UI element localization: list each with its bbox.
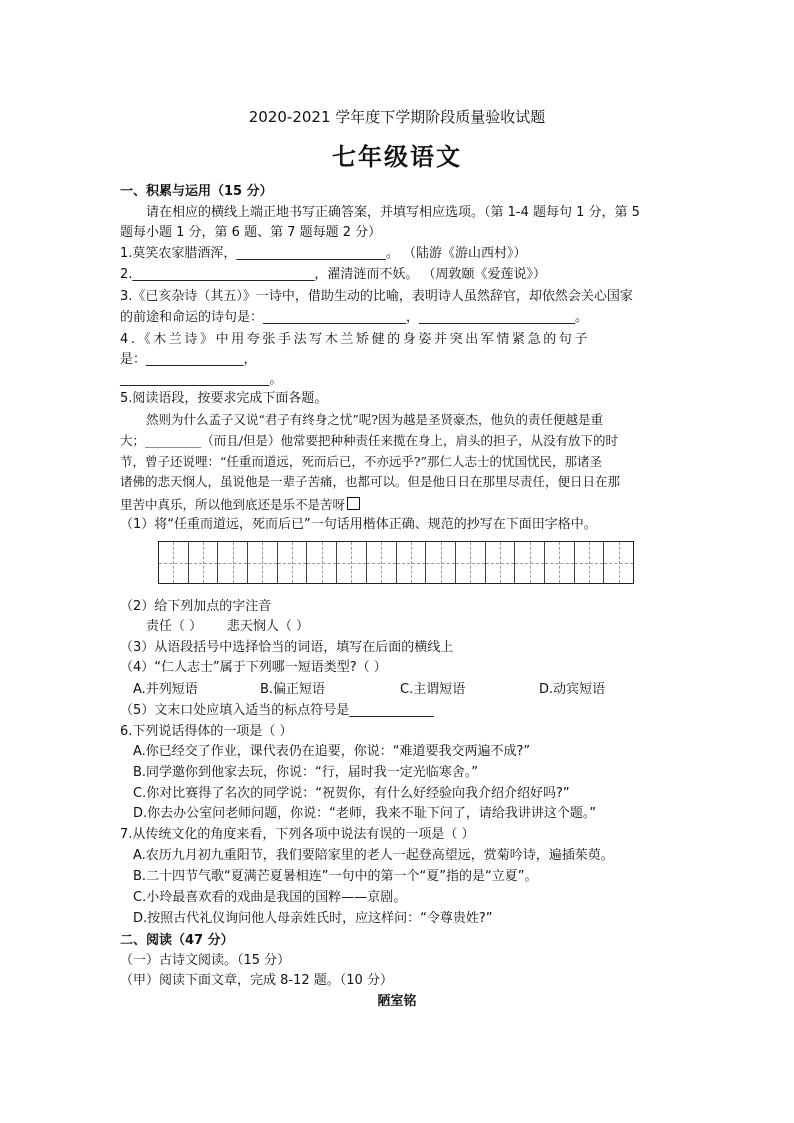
passage-line1: 然则为什么孟子又说“君子有终身之忧”呢?因为越是圣贤豪杰，他负的责任便越是重 (146, 412, 603, 427)
question-1: 1.莫笑农家腊酒浑，_______________________。 （陆游《游山西村》） (120, 246, 527, 261)
grid-cell[interactable] (515, 542, 545, 583)
section1-heading: 一、积累与运用（15 分） (120, 184, 273, 199)
question-4-line1: 4.《木兰诗》中用夸张手法写木兰矫健的身姿并突出军情紧急的句子 (120, 332, 591, 347)
question-5-1: （1）将“任重而道远，死而后已”一句话用楷体正确、规范的抄写在下面田字格中。 (120, 517, 597, 532)
grid-cell[interactable] (337, 542, 367, 583)
q6-option-c: C.你对比赛得了名次的同学说：“祝贺你，有什么好经验向我介绍介绍好吗?” (133, 786, 570, 801)
q7-option-b: B.二十四节气歌“夏满芒夏暑相连”一句中的第一个“夏”指的是“立夏”。 (133, 869, 538, 884)
passage-line4: 诸佛的悲天悯人，虽说他是一辈子苦痛，也都可以。但是他日日在那里尽责任，便日日在那 (120, 474, 621, 489)
section2-heading: 二、阅读（47 分） (120, 933, 234, 948)
grid-cell[interactable] (248, 542, 278, 583)
question-4-line3: _______________________。 (120, 372, 283, 387)
option-d: D.动宾短语 (539, 682, 606, 697)
section2-sub1a: （甲）阅读下面文章，完成 8-12 题。（10 分） (120, 973, 393, 988)
q7-option-a: A.农历九月初九重阳节，我们要陪家里的老人一起登高望远，赏菊吟诗，遍插茱萸。 (133, 848, 614, 863)
grid-cell[interactable] (604, 542, 633, 583)
blank-box (347, 497, 360, 510)
exam-title: 2020-2021 学年度下学期阶段质量验收试题 (248, 108, 546, 126)
passage-line2: 大；_________（而且/但是）他常要把种种责任来揽在身上，肩头的担子，从没有放下的时 (120, 433, 618, 448)
question-7: 7.从传统文化的角度来看，下列各项中说法有误的一项是（ ） (120, 827, 475, 842)
section2-sub1: （一）古诗文阅读。（15 分） (120, 953, 291, 968)
grid-cell[interactable] (218, 542, 248, 583)
passage-line5: 里苦中真乐，所以他到底还是乐不是苦呀 (120, 497, 346, 512)
poem-title: 陋室铭 (377, 994, 417, 1009)
grid-cell[interactable] (426, 542, 456, 583)
question-5-heading: 5.阅读语段，按要求完成下面各题。 (120, 391, 328, 406)
question-5-2-items: 责任（ ） 悲天悯人（ ） (146, 619, 310, 634)
grid-cell[interactable] (159, 542, 189, 583)
subject-title: 七年级语文 (332, 143, 462, 171)
instructions-line1: 请在相应的横线上端正地书写正确答案，并填写相应选项。（第 1-4 题每句 1 分，第 5 (146, 205, 640, 220)
question-2: 2.____________________________，濯清涟而不妖。 （周敦颐《爱莲说》） (120, 267, 547, 282)
grid-cell[interactable] (575, 542, 605, 583)
tianzige-grid[interactable] (158, 541, 634, 584)
grid-cell[interactable] (278, 542, 308, 583)
question-5-4: （4）“仁人志士”属于下列哪一短语类型?（ ） (120, 660, 387, 675)
option-b: B.偏正短语 (260, 682, 326, 697)
option-a: A.并列短语 (133, 682, 198, 697)
grid-cell[interactable] (397, 542, 427, 583)
question-3-line2: 的前途和命运的诗句是：______________________，________________________。 (120, 310, 589, 325)
grid-cell[interactable] (456, 542, 486, 583)
question-5-5: （5）文末口处应填入适当的标点符号是_____________ (120, 703, 434, 718)
passage-line3: 节，曾子还说哩：“任重而道远，死而后已，不亦远乎?”那仁人志士的忧国忧民，那诸圣 (120, 454, 602, 469)
instructions-line2: 题每小题 1 分，第 6 题、第 7 题每题 2 分） (120, 225, 382, 240)
option-c: C.主谓短语 (400, 682, 466, 697)
question-5-3: （3）从语段括号中选择恰当的词语，填写在后面的横线上 (120, 640, 454, 655)
question-6: 6.下列说话得体的一项是（ ） (120, 724, 293, 739)
grid-cell[interactable] (367, 542, 397, 583)
q7-option-c: C.小玲最喜欢看的戏曲是我国的国粹——京剧。 (133, 890, 407, 905)
grid-cell[interactable] (307, 542, 337, 583)
q6-option-a: A.你已经交了作业，课代表仍在追要，你说：“难道要我交两遍不成?” (133, 744, 531, 759)
grid-cell[interactable] (545, 542, 575, 583)
q6-option-b: B.同学邀你到他家去玩，你说：“行，届时我一定光临寒舍。” (133, 765, 479, 780)
question-3-line1: 3.《已亥杂诗（其五）》一诗中，借助生动的比喻，表明诗人虽然辞官，却依然会关心国家 (120, 289, 633, 304)
grid-cell[interactable] (486, 542, 516, 583)
grid-cell[interactable] (189, 542, 219, 583)
q7-option-d: D.按照古代礼仪询问他人母亲姓氏时，应这样问：“令尊贵姓?” (133, 911, 493, 926)
q6-option-d: D.你去办公室问老师问题，你说：“老师，我来不耻下问了，请给我讲讲这个题。” (133, 806, 597, 821)
question-4-line2: 是：_______________， (120, 352, 257, 367)
question-5-2: （2）给下列加点的字注音 (120, 599, 272, 614)
passage-line5-wrap (120, 497, 360, 512)
